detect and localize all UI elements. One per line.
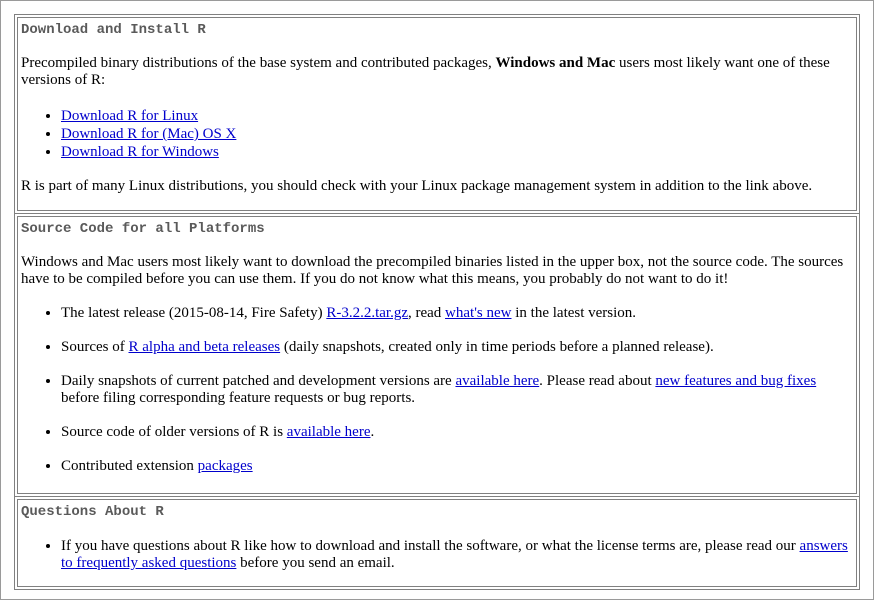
new-features-bug-fixes-link[interactable]: new features and bug fixes	[655, 373, 817, 389]
download-macos-link[interactable]: Download R for (Mac) OS X	[61, 126, 237, 142]
older-versions-post: .	[370, 424, 375, 440]
alpha-beta-releases-link[interactable]: R alpha and beta releases	[128, 339, 281, 355]
source-items-list	[21, 305, 853, 475]
download-install-heading: Download and Install R	[21, 22, 206, 38]
latest-release-mid: , read	[407, 305, 446, 321]
older-versions-pre: Source code of older versions of R is	[61, 424, 287, 440]
latest-release-pre: The latest release (2015-08-14, Fire Safety)	[61, 305, 327, 321]
list-item	[61, 424, 853, 441]
download-intro-text	[21, 55, 853, 89]
packages-link[interactable]: packages	[197, 458, 253, 474]
questions-list	[21, 538, 853, 572]
list-item	[61, 373, 853, 407]
download-intro-post: users most likely want one of these versions of R:	[21, 55, 830, 88]
download-windows-link[interactable]: Download R for Windows	[61, 144, 219, 160]
older-versions-available-link[interactable]: available here	[286, 424, 371, 440]
source-intro-text: Windows and Mac users most likely want to download the precompiled binaries listed in the upper box, not the source code. The sources have to be compiled before you can use them. If you do not know what this means, you probably do not want to do it!	[21, 254, 844, 287]
download-install-box	[14, 14, 860, 214]
list-item	[61, 143, 853, 161]
source-code-heading: Source Code for all Platforms	[21, 221, 265, 237]
download-intro-bold: Windows and Mac	[495, 55, 616, 71]
list-item	[61, 339, 853, 356]
faq-answers-link[interactable]: answers to frequently asked questions	[61, 538, 848, 571]
list-item	[61, 538, 853, 572]
list-item	[61, 458, 853, 475]
daily-snapshots-post: before filing corresponding feature requests or bug reports.	[61, 390, 416, 406]
download-footer-text: R is part of many Linux distributions, you should check with your Linux package management system in addition to the link above.	[21, 178, 813, 194]
list-item	[61, 107, 853, 125]
daily-snapshots-mid: . Please read about	[539, 373, 656, 389]
questions-item-pre: If you have questions about R like how to download and install the software, or what the license terms are, please read our	[61, 538, 800, 554]
list-item	[61, 305, 853, 322]
whats-new-link[interactable]: what's new	[445, 305, 512, 321]
questions-item-post: before you send an email.	[236, 555, 395, 571]
download-linux-link[interactable]: Download R for Linux	[61, 108, 199, 124]
contributed-pre: Contributed extension	[61, 458, 198, 474]
download-links-list	[21, 107, 853, 161]
r-source-tarball-link[interactable]: R-3.2.2.tar.gz	[326, 305, 408, 321]
download-intro-pre: Precompiled binary distributions of the base system and contributed packages,	[21, 55, 496, 71]
alpha-beta-post: (daily snapshots, created only in time periods before a planned release).	[280, 339, 714, 355]
latest-release-post: in the latest version.	[511, 305, 637, 321]
daily-snapshots-pre: Daily snapshots of current patched and development versions are	[61, 373, 456, 389]
questions-box-inner	[17, 499, 857, 587]
download-install-box-inner	[17, 17, 857, 211]
source-code-box	[14, 213, 860, 497]
daily-snapshots-available-link[interactable]: available here	[455, 373, 540, 389]
alpha-beta-pre: Sources of	[61, 339, 129, 355]
source-code-box-inner	[17, 216, 857, 494]
questions-heading: Questions About R	[21, 504, 164, 520]
list-item	[61, 125, 853, 143]
questions-box	[14, 496, 860, 590]
